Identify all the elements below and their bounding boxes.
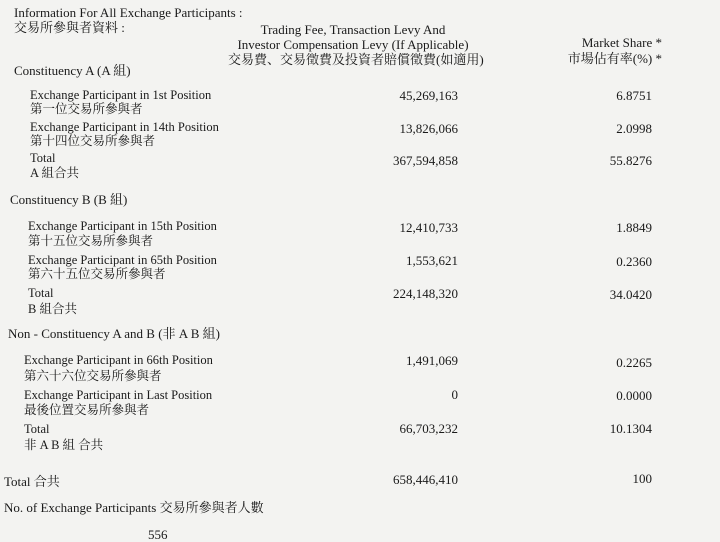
- fee-value: 45,269,163: [399, 88, 458, 103]
- total-label-zh: A 組合共: [30, 166, 79, 180]
- fee-value: 1,553,621: [406, 253, 458, 268]
- fee-value: 367,594,858: [393, 153, 458, 168]
- fee-header-en-2: Investor Compensation Levy (If Applicable): [237, 37, 469, 52]
- share-value: 6.8751: [616, 88, 652, 103]
- participant-label-zh: 最後位置交易所參與者: [24, 403, 150, 417]
- fee-value: 224,148,320: [393, 286, 458, 301]
- total-label-en: Total: [24, 422, 50, 436]
- constituency-a-title: Constituency A (A 組): [14, 63, 131, 78]
- grand-total-label: Total 合共: [4, 474, 60, 489]
- participant-label-zh: 第六十五位交易所參與者: [28, 267, 166, 281]
- participant-label-en: Exchange Participant in 15th Position: [28, 219, 217, 233]
- participant-label-zh: 第六十六位交易所參與者: [24, 369, 162, 383]
- participant-label-en: Exchange Participant in 14th Position: [30, 120, 219, 134]
- total-label-en: Total: [28, 286, 54, 300]
- grand-total-fee: 658,446,410: [393, 472, 458, 487]
- total-label-en: Total: [30, 151, 56, 165]
- grand-total-share: 100: [632, 471, 652, 486]
- participant-label-en: Exchange Participant in 1st Position: [30, 88, 212, 102]
- share-value: 0.2265: [616, 355, 652, 370]
- participant-label-zh: 第十四位交易所參與者: [30, 134, 156, 148]
- info-heading-zh: 交易所參與者資料 :: [14, 20, 125, 35]
- participant-label-zh: 第十五位交易所參與者: [28, 234, 154, 248]
- fee-header-en-1: Trading Fee, Transaction Levy And: [260, 22, 446, 37]
- fee-value: 13,826,066: [399, 121, 458, 136]
- participants-count-label: No. of Exchange Participants 交易所參與者人數: [4, 500, 264, 515]
- fee-header-zh: 交易費、交易徵費及投資者賠償徵費(如適用): [228, 52, 484, 67]
- share-value: 34.0420: [609, 287, 652, 302]
- non-constituency-title: Non - Constituency A and B (非 A B 組): [8, 326, 220, 341]
- share-value: 55.8276: [609, 153, 652, 168]
- participant-label-zh: 第一位交易所參與者: [30, 102, 143, 116]
- fee-value: 1,491,069: [406, 353, 458, 368]
- info-heading-en: Information For All Exchange Participants :: [14, 5, 243, 20]
- participant-label-en: Exchange Participant in Last Position: [24, 388, 213, 402]
- share-value: 10.1304: [609, 421, 652, 436]
- participant-label-en: Exchange Participant in 66th Position: [24, 353, 213, 367]
- fee-value: 0: [451, 387, 458, 402]
- fee-value: 66,703,232: [399, 421, 458, 436]
- participant-label-en: Exchange Participant in 65th Position: [28, 253, 217, 267]
- participants-count-value: 556: [148, 527, 168, 542]
- total-label-zh: 非 A B 組 合共: [24, 438, 104, 452]
- share-value: 2.0998: [616, 121, 652, 136]
- share-value: 0.0000: [616, 388, 652, 403]
- fee-value: 12,410,733: [399, 220, 458, 235]
- market-share-header-en: Market Share *: [581, 35, 662, 50]
- share-value: 1.8849: [616, 220, 652, 235]
- market-share-header-zh: 市場佔有率(%) *: [567, 51, 662, 66]
- total-label-zh: B 組合共: [28, 302, 77, 316]
- constituency-b-title: Constituency B (B 組): [10, 192, 128, 207]
- share-value: 0.2360: [616, 254, 652, 269]
